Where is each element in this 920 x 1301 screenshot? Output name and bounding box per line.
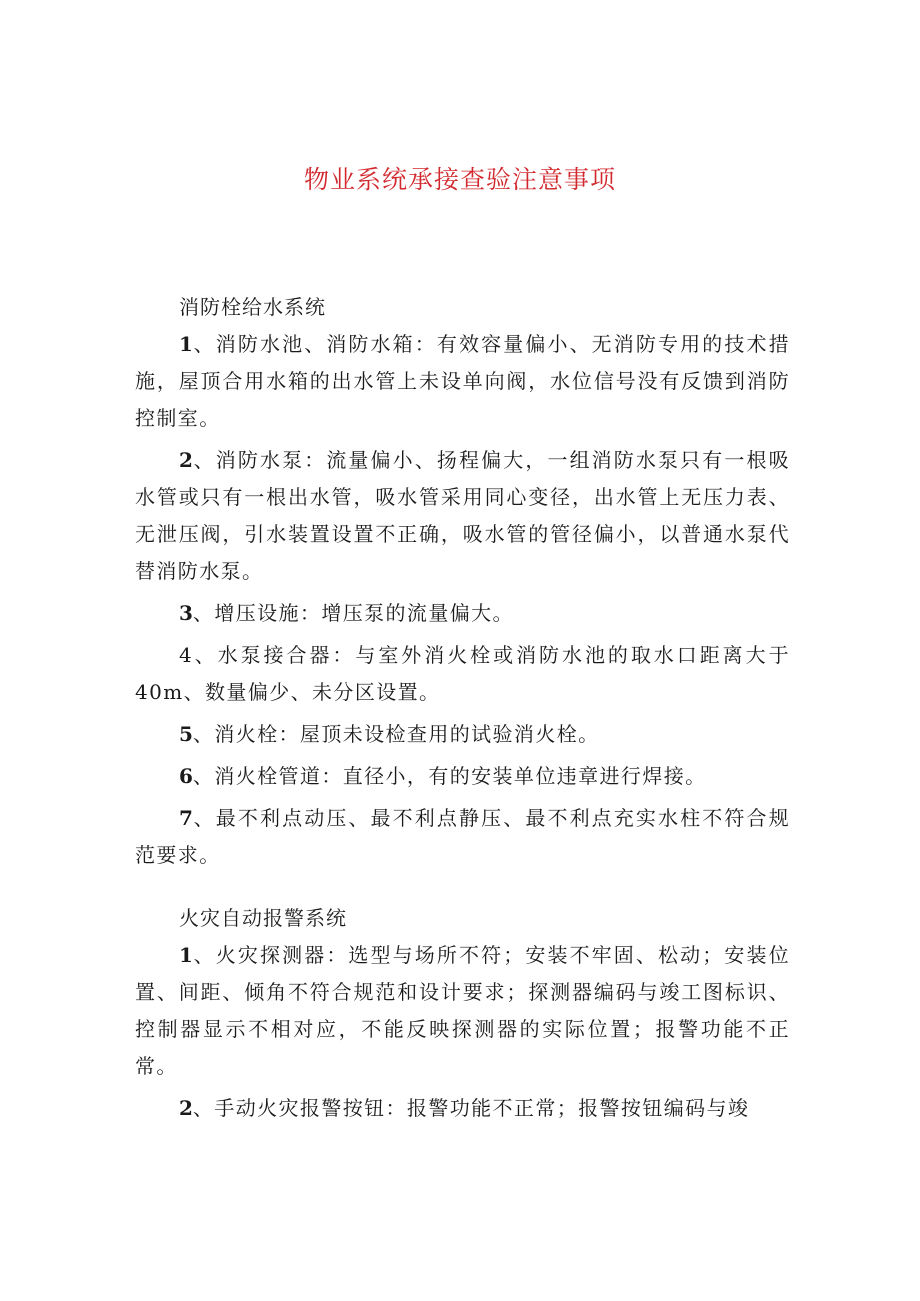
list-item bbox=[135, 758, 790, 795]
item-number: 2 bbox=[179, 1096, 193, 1120]
list-item bbox=[135, 716, 790, 753]
section-hydrant-water-supply bbox=[135, 289, 790, 874]
section-heading: 消防栓给水系统 bbox=[179, 295, 326, 319]
item-number: 3 bbox=[179, 601, 193, 625]
item-number: 6 bbox=[179, 764, 193, 788]
item-number: 2 bbox=[179, 448, 193, 472]
item-number: 7 bbox=[179, 806, 193, 830]
item-text: 、水泵接合器：与室外消火栓或消防水池的取水口距离大于40m、数量偏少、未分区设置。 bbox=[135, 643, 790, 704]
item-text: 、消防水池、消防水箱：有效容量偏小、无消防专用的技术措施，屋顶合用水箱的出水管上未设单向阀，水位信号没有反馈到消防控制室。 bbox=[135, 332, 790, 430]
section-fire-alarm-system bbox=[135, 900, 790, 1127]
list-item bbox=[135, 595, 790, 632]
list-item bbox=[135, 326, 790, 437]
item-text: 、火灾探测器：选型与场所不符；安装不牢固、松动；安装位置、间距、倾角不符合规范和设计要求；探测器编码与竣工图标识、控制器显示不相对应，不能反映探测器的实际位置；报警功能不正常。 bbox=[135, 943, 790, 1078]
item-number: 1 bbox=[179, 943, 193, 967]
list-item bbox=[135, 1090, 790, 1127]
item-text: 、增压设施：增压泵的流量偏大。 bbox=[192, 601, 514, 625]
item-text: 、最不利点动压、最不利点静压、最不利点充实水柱不符合规范要求。 bbox=[135, 806, 790, 867]
item-text: 、消火栓管道：直径小，有的安装单位违章进行焊接。 bbox=[192, 764, 707, 788]
list-item bbox=[135, 800, 790, 874]
list-item bbox=[135, 937, 790, 1085]
item-text: 、消火栓：屋顶未设检查用的试验消火栓。 bbox=[192, 722, 600, 746]
list-item bbox=[135, 442, 790, 590]
item-text: 、消防水泵：流量偏小、扬程偏大，一组消防水泵只有一根吸水管或只有一根出水管，吸水管采用同心变径，出水管上无压力表、无泄压阀，引水装置设置不正确，吸水管的管径偏小，以普通水泵代替消防水泵。 bbox=[135, 448, 790, 583]
item-number: 1 bbox=[179, 332, 193, 356]
item-text: 、手动火灾报警按钮：报警功能不正常；报警按钮编码与竣 bbox=[192, 1096, 750, 1120]
item-number: 5 bbox=[179, 722, 193, 746]
section-heading: 火灾自动报警系统 bbox=[179, 906, 347, 930]
list-item bbox=[135, 637, 790, 711]
item-number: 4 bbox=[179, 643, 194, 667]
document-body bbox=[135, 289, 790, 1127]
document-title: 物业系统承接查验注意事项 bbox=[303, 165, 616, 194]
